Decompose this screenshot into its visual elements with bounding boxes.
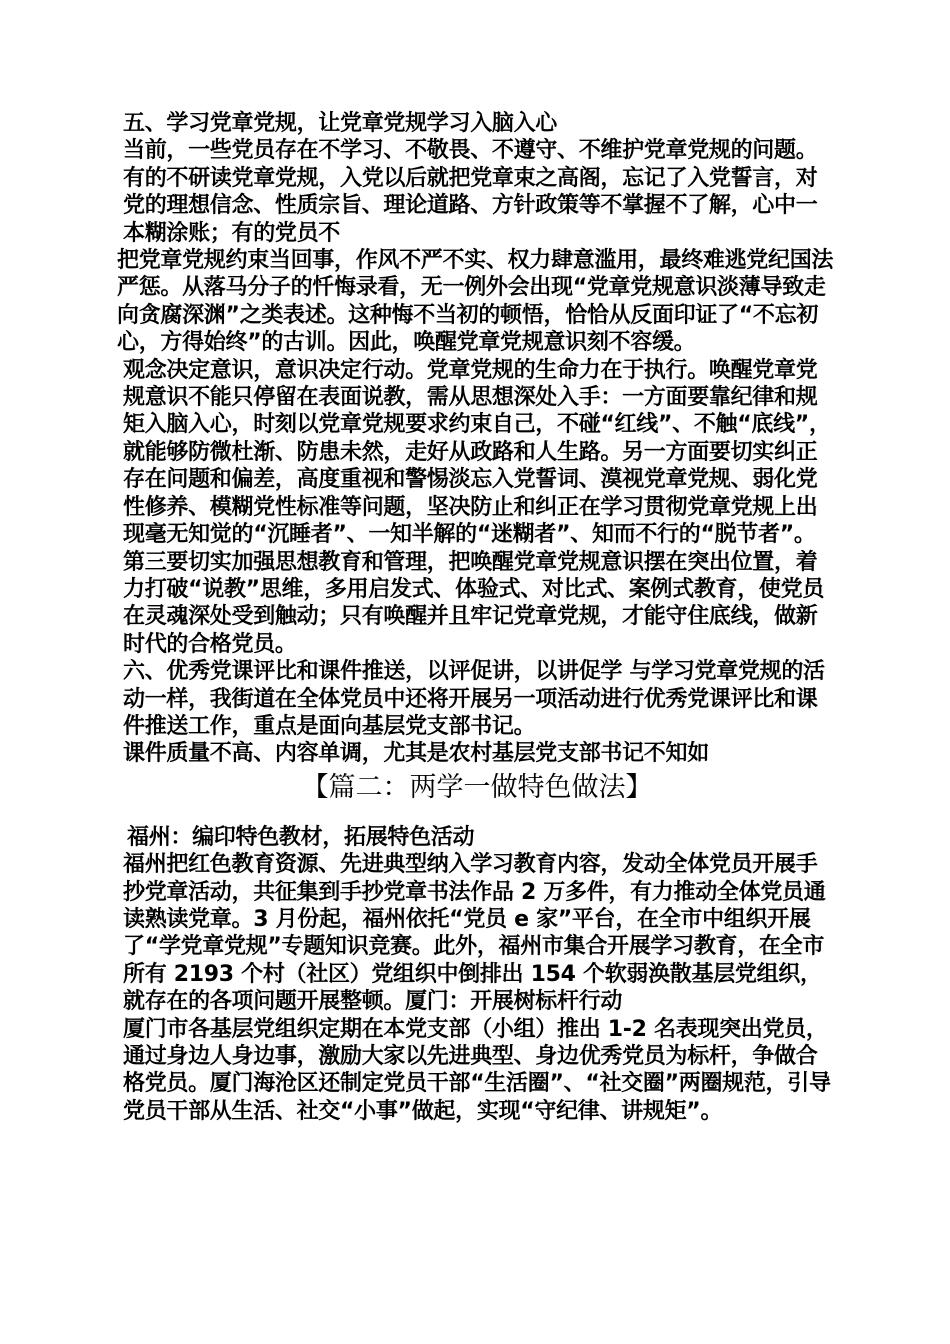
document-body: [117, 110, 837, 1125]
paragraph: 观念决定意识，意识决定行动。党章党规的生命力在于执行。唤醒党章党规意识不能只停留在表面说教，需从思想深处入手：一方面要靠纪律和规矩入脑入心，时刻以党章党规要求约束自己，不碰“红线”、不触“底线”，就能够防微杜渐、防患未然，走好从政路和人生路。另一方面要切实纠正存在问题和偏差，高度重视和警惕淡忘入党誓词、漠视党章党规、弱化党性修养、模糊党性标准等问题，坚决防止和纠正在学习贯彻党章党规上出现毫无知觉的“沉睡者”、一知半解的“迷糊者”、知而不行的“脱节者”。第三要切实加强思想教育和管理，把唤醒党章党规意识摆在突出位置，着力打破“说教”思维，多用启发式、体验式、对比式、案例式教育，使党员在灵魂深处受到触动；只有唤醒并且牢记党章党规，才能守住底线，做新时代的合格党员。: [123, 357, 831, 657]
section-six-paragraph: 六、优秀党课评比和课件推送，以评促讲，以讲促学 与学习党章党规的活动一样，我街道在全体党员中还将开展另一项活动进行优秀党课评比和课件推送工作，重点是面向基层党支部书记。: [123, 659, 825, 739]
paragraph: 厦门市各基层党组织定期在本党支部（小组）推出 1-2 名表现突出党员，通过身边人身边事，激励大家以先进典型、身边优秀党员为标杆，争做合格党员。厦门海沧区还制定党员干部“生活圈”、“社交圈”两圈规范，引导党员干部从生活、社交“小事”做起，实现“守纪律、讲规矩”。: [123, 1016, 831, 1124]
paragraph: 福州把红色教育资源、先进典型纳入学习教育内容，发动全体党员开展手抄党章活动，共征集到手抄党章书法作品 2 万多件，有力推动全体党员通读熟读党章。3 月份起，福州依托“党员 e 家”平台，在全市中组织开展了“学党章党规”专题知识竞赛。此外，福州市集合开展学习教育，在全市所有 2193 个村（社区）党组织中倒排出 154 个软弱涣散基层党组织，就存在的各项问题开展整顿。厦门：开展树标杆行动: [123, 852, 826, 1015]
paragraph: 当前，一些党员存在不学习、不敬畏、不遵守、不维护党章党规的问题。有的不研读党章党规，入党以后就把党章束之高阁，忘记了入党誓言，对党的理想信念、性质宗旨、理论道路、方针政策等不掌握不了解，心中一本糊涂账；有的党员不: [123, 138, 818, 246]
paragraph: 把党章党规约束当回事，作风不严不实、权力肆意滥用，最终难逃党纪国法严惩。从落马分子的忏悔录看，无一例外会出现“党章党规意识淡薄导致走向贪腐深渊”之类表述。这种悔不当初的顿悟，恰恰从反面印证了“不忘初心，方得始终”的古训。因此，唤醒党章党规意识刻不容缓。: [117, 248, 834, 356]
section-five-heading: 五、学习党章党规，让党章党规学习入脑入心: [123, 111, 558, 136]
spacer: [117, 806, 837, 824]
fuzhou-heading: 福州：编印特色教材，拓展特色活动: [127, 824, 475, 850]
part-two-heading: 【篇二：两学一做特色做法】: [301, 771, 653, 803]
paragraph: 课件质量不高、内容单调，尤其是农村基层党支部书记不知如: [123, 741, 709, 767]
